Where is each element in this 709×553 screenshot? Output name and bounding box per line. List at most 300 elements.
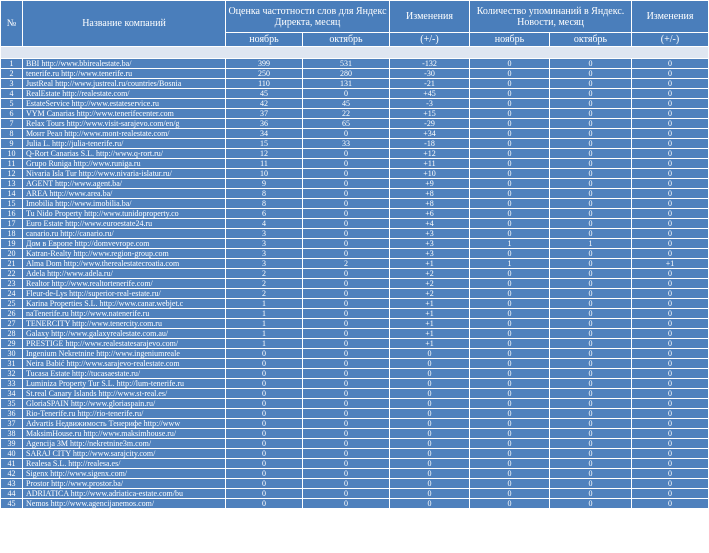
header-plusminus-news: (+/-): [632, 33, 709, 47]
cell-number: 6: [1, 109, 23, 119]
cell-number: 8: [1, 129, 23, 139]
table-row: [1, 349, 709, 359]
cell-direct-november: 0: [226, 479, 303, 489]
cell-direct-change: +3: [390, 239, 470, 249]
cell-number: 12: [1, 169, 23, 179]
cell-news-october: 0: [550, 439, 632, 449]
cell-news-october: 0: [550, 269, 632, 279]
cell-company: Rio-Tenerife.ru http://rio-tenerife.ru/: [23, 409, 226, 419]
table-row: [1, 79, 709, 89]
cell-number: 33: [1, 379, 23, 389]
cell-direct-november: 0: [226, 399, 303, 409]
cell-direct-change: +45: [390, 89, 470, 99]
cell-news-change: 0: [632, 199, 709, 209]
cell-company: AGENT http://www.agent.ba/: [23, 179, 226, 189]
cell-news-november: 0: [470, 499, 550, 509]
table-row: [1, 379, 709, 389]
header-number: №: [1, 1, 23, 47]
cell-news-october: 0: [550, 459, 632, 469]
cell-news-november: 0: [470, 349, 550, 359]
cell-direct-change: 0: [390, 349, 470, 359]
cell-company: GloriaSPAIN http://www.gloriaspain.ru/: [23, 399, 226, 409]
cell-company: Q-Rort Canarias S.L. http://www.q-rort.ru/: [23, 149, 226, 159]
cell-news-november: 0: [470, 139, 550, 149]
cell-news-change: 0: [632, 109, 709, 119]
cell-number: 18: [1, 229, 23, 239]
table-row: [1, 119, 709, 129]
cell-number: 34: [1, 389, 23, 399]
cell-news-october: 0: [550, 319, 632, 329]
cell-direct-november: 2: [226, 279, 303, 289]
cell-direct-october: 0: [303, 449, 390, 459]
cell-company: Luminiza Property Tur S.L. http://lum-tenerife.ru: [23, 379, 226, 389]
cell-number: 22: [1, 269, 23, 279]
cell-number: 37: [1, 419, 23, 429]
cell-news-november: 0: [470, 449, 550, 459]
cell-news-change: 0: [632, 459, 709, 469]
cell-direct-change: +2: [390, 289, 470, 299]
cell-company: TENERCITY http://www.tenercity.com.ru: [23, 319, 226, 329]
cell-direct-november: 36: [226, 119, 303, 129]
cell-news-change: 0: [632, 289, 709, 299]
cell-number: 31: [1, 359, 23, 369]
cell-news-change: 0: [632, 399, 709, 409]
cell-news-november: 0: [470, 199, 550, 209]
cell-number: 26: [1, 309, 23, 319]
cell-number: 23: [1, 279, 23, 289]
cell-direct-change: -18: [390, 139, 470, 149]
cell-direct-november: 1: [226, 329, 303, 339]
table-row: [1, 499, 709, 509]
cell-direct-change: +1: [390, 309, 470, 319]
header-yandex-news: Количество упоминаний в Яндекс. Новости, месяц: [470, 1, 632, 33]
cell-news-change: 0: [632, 489, 709, 499]
cell-number: 10: [1, 149, 23, 159]
table-row: [1, 359, 709, 369]
cell-news-october: 0: [550, 259, 632, 269]
cell-direct-november: 1: [226, 319, 303, 329]
cell-direct-change: 0: [390, 399, 470, 409]
cell-number: 1: [1, 59, 23, 69]
cell-direct-change: 0: [390, 469, 470, 479]
cell-direct-november: 3: [226, 229, 303, 239]
cell-news-change: 0: [632, 349, 709, 359]
cell-direct-october: 531: [303, 59, 390, 69]
cell-direct-change: -30: [390, 69, 470, 79]
cell-news-change: 0: [632, 229, 709, 239]
cell-news-november: 0: [470, 229, 550, 239]
cell-direct-november: 2: [226, 269, 303, 279]
cell-company: tenerife.ru http://www.tenerife.ru: [23, 69, 226, 79]
table-row: [1, 239, 709, 249]
cell-news-october: 0: [550, 169, 632, 179]
cell-company: Adela http://www.adela.ru/: [23, 269, 226, 279]
cell-company: Karina Properties S.L. http://www.canar.webjet.c: [23, 299, 226, 309]
cell-direct-change: 0: [390, 419, 470, 429]
cell-direct-change: +11: [390, 159, 470, 169]
cell-company: Fleur-de-Lys http://superior-real-estate.ru/: [23, 289, 226, 299]
cell-news-change: 0: [632, 79, 709, 89]
table-row: [1, 309, 709, 319]
table-row: [1, 259, 709, 269]
cell-number: 14: [1, 189, 23, 199]
cell-news-october: 0: [550, 369, 632, 379]
cell-company: JustReal http://www.justreal.ru/countries/Bosnia: [23, 79, 226, 89]
cell-news-october: 0: [550, 159, 632, 169]
cell-news-october: 0: [550, 69, 632, 79]
cell-number: 43: [1, 479, 23, 489]
table-row: [1, 369, 709, 379]
cell-number: 45: [1, 499, 23, 509]
cell-number: 7: [1, 119, 23, 129]
cell-news-change: 0: [632, 309, 709, 319]
cell-news-november: 0: [470, 419, 550, 429]
cell-direct-november: 399: [226, 59, 303, 69]
cell-direct-november: 4: [226, 219, 303, 229]
cell-news-october: 0: [550, 489, 632, 499]
cell-direct-change: +1: [390, 259, 470, 269]
cell-direct-october: 0: [303, 279, 390, 289]
cell-direct-change: +1: [390, 299, 470, 309]
cell-direct-october: 0: [303, 129, 390, 139]
cell-news-november: 0: [470, 309, 550, 319]
cell-company: ADRIATICA http://www.adriatica-estate.com/bu: [23, 489, 226, 499]
cell-news-november: 0: [470, 389, 550, 399]
cell-direct-october: 22: [303, 109, 390, 119]
cell-direct-change: +15: [390, 109, 470, 119]
cell-direct-october: 0: [303, 169, 390, 179]
header-october-news: октябрь: [550, 33, 632, 47]
cell-number: 20: [1, 249, 23, 259]
cell-direct-november: 1: [226, 299, 303, 309]
cell-direct-november: 15: [226, 139, 303, 149]
cell-direct-october: 0: [303, 399, 390, 409]
table-row: [1, 489, 709, 499]
cell-number: 41: [1, 459, 23, 469]
cell-company: PRESTIGE http://www.realestatesarajevo.com/: [23, 339, 226, 349]
cell-direct-october: 2: [303, 259, 390, 269]
cell-direct-october: 0: [303, 319, 390, 329]
cell-number: 25: [1, 299, 23, 309]
cell-direct-change: 0: [390, 429, 470, 439]
cell-direct-november: 0: [226, 409, 303, 419]
cell-news-november: 0: [470, 119, 550, 129]
cell-number: 30: [1, 349, 23, 359]
cell-news-change: 0: [632, 209, 709, 219]
cell-direct-change: +6: [390, 209, 470, 219]
cell-direct-change: +8: [390, 189, 470, 199]
cell-company: EstateService http://www.estateservice.ru: [23, 99, 226, 109]
cell-direct-october: 0: [303, 409, 390, 419]
header-yandex-direct: Оценка частотности слов для Яндекс Директа, месяц: [226, 1, 390, 33]
cell-news-change: 0: [632, 429, 709, 439]
cell-direct-change: 0: [390, 409, 470, 419]
cell-number: 29: [1, 339, 23, 349]
table-row: [1, 149, 709, 159]
cell-company: Julia L. http://julia-tenerife.ru/: [23, 139, 226, 149]
cell-news-november: 0: [470, 329, 550, 339]
cell-news-october: 0: [550, 199, 632, 209]
cell-number: 24: [1, 289, 23, 299]
cell-direct-november: 34: [226, 129, 303, 139]
cell-news-change: 0: [632, 469, 709, 479]
cell-direct-change: +1: [390, 329, 470, 339]
cell-number: 16: [1, 209, 23, 219]
cell-number: 11: [1, 159, 23, 169]
spacer-row: [1, 47, 709, 59]
cell-direct-october: 0: [303, 479, 390, 489]
cell-direct-change: -3: [390, 99, 470, 109]
cell-direct-october: 0: [303, 489, 390, 499]
table-row: [1, 199, 709, 209]
cell-news-november: 0: [470, 129, 550, 139]
cell-number: 5: [1, 99, 23, 109]
cell-direct-october: 45: [303, 99, 390, 109]
cell-news-change: 0: [632, 59, 709, 69]
cell-news-october: 0: [550, 359, 632, 369]
cell-company: Prostor http://www.prostor.ba/: [23, 479, 226, 489]
cell-news-october: 0: [550, 469, 632, 479]
cell-news-october: 0: [550, 189, 632, 199]
cell-news-october: 0: [550, 419, 632, 429]
cell-news-change: 0: [632, 359, 709, 369]
cell-direct-october: 0: [303, 149, 390, 159]
table-row: [1, 439, 709, 449]
cell-news-november: 0: [470, 69, 550, 79]
cell-direct-change: +3: [390, 249, 470, 259]
cell-direct-november: 1: [226, 339, 303, 349]
table-row: [1, 339, 709, 349]
cell-company: Realtor http://www.realtortenerife.com/: [23, 279, 226, 289]
cell-direct-change: +9: [390, 179, 470, 189]
cell-direct-change: +1: [390, 339, 470, 349]
table-row: [1, 209, 709, 219]
header-plusminus: (+/-): [390, 33, 470, 47]
table-row: [1, 319, 709, 329]
table-row: [1, 449, 709, 459]
cell-company: Katran-Realty http://www.region-group.com: [23, 249, 226, 259]
cell-company: RealEstate http://realestate.com/: [23, 89, 226, 99]
cell-news-november: 0: [470, 489, 550, 499]
cell-company: BBI http://www.bbirealestate.ba/: [23, 59, 226, 69]
cell-company: Grupo Runiga http://www.runiga.ru: [23, 159, 226, 169]
cell-news-november: 0: [470, 159, 550, 169]
cell-news-october: 0: [550, 309, 632, 319]
cell-company: Nemos http://www.agencijanemos.com/: [23, 499, 226, 509]
cell-news-change: 0: [632, 279, 709, 289]
cell-direct-october: 0: [303, 389, 390, 399]
cell-direct-october: 0: [303, 249, 390, 259]
cell-direct-change: +12: [390, 149, 470, 159]
cell-news-october: 0: [550, 329, 632, 339]
cell-company: Sigenx http://www.sigenx.com/: [23, 469, 226, 479]
cell-company: Alma Dom http://www.therealestatecroatia.com: [23, 259, 226, 269]
cell-direct-change: -29: [390, 119, 470, 129]
cell-direct-november: 0: [226, 459, 303, 469]
cell-news-november: 0: [470, 359, 550, 369]
cell-news-october: 0: [550, 379, 632, 389]
cell-direct-october: 0: [303, 199, 390, 209]
cell-news-november: 0: [470, 89, 550, 99]
cell-direct-november: 0: [226, 389, 303, 399]
cell-news-change: 0: [632, 369, 709, 379]
cell-direct-change: +10: [390, 169, 470, 179]
cell-direct-october: 0: [303, 339, 390, 349]
table-row: [1, 429, 709, 439]
cell-news-november: 0: [470, 459, 550, 469]
cell-number: 2: [1, 69, 23, 79]
cell-news-november: 0: [470, 299, 550, 309]
cell-news-november: 0: [470, 439, 550, 449]
cell-company: Agencija 3M http://nekretnine3m.com/: [23, 439, 226, 449]
table-row: [1, 419, 709, 429]
cell-number: 32: [1, 369, 23, 379]
cell-direct-october: 0: [303, 229, 390, 239]
cell-news-november: 0: [470, 59, 550, 69]
table-row: [1, 99, 709, 109]
cell-direct-change: 0: [390, 389, 470, 399]
cell-news-november: 0: [470, 289, 550, 299]
table-row: [1, 289, 709, 299]
header-october: октябрь: [303, 33, 390, 47]
cell-number: 9: [1, 139, 23, 149]
cell-news-change: 0: [632, 219, 709, 229]
cell-news-october: 0: [550, 89, 632, 99]
cell-direct-october: 0: [303, 329, 390, 339]
table-row: [1, 269, 709, 279]
cell-news-october: 0: [550, 299, 632, 309]
cell-direct-october: 0: [303, 419, 390, 429]
cell-news-november: 0: [470, 399, 550, 409]
cell-news-october: 0: [550, 339, 632, 349]
table-row: [1, 219, 709, 229]
table-row: [1, 459, 709, 469]
cell-news-october: 0: [550, 129, 632, 139]
cell-news-october: 0: [550, 109, 632, 119]
cell-direct-change: 0: [390, 499, 470, 509]
cell-news-october: 0: [550, 389, 632, 399]
cell-news-november: 0: [470, 79, 550, 89]
cell-direct-november: 0: [226, 489, 303, 499]
cell-news-november: 0: [470, 249, 550, 259]
cell-direct-change: 0: [390, 459, 470, 469]
cell-company: Realesa S.L. http://realesa.es/: [23, 459, 226, 469]
cell-direct-change: +34: [390, 129, 470, 139]
table-row: [1, 89, 709, 99]
cell-number: 19: [1, 239, 23, 249]
cell-news-october: 0: [550, 399, 632, 409]
cell-news-november: 0: [470, 469, 550, 479]
cell-direct-november: 0: [226, 439, 303, 449]
cell-company: Neira Babić http://www.sarajevo-realestate.com: [23, 359, 226, 369]
cell-news-october: 0: [550, 349, 632, 359]
cell-news-change: 0: [632, 319, 709, 329]
cell-direct-change: 0: [390, 489, 470, 499]
table-row: [1, 479, 709, 489]
cell-direct-october: 33: [303, 139, 390, 149]
cell-news-change: 0: [632, 69, 709, 79]
cell-company: Galaxy http://www.galaxyrealestate.com.au/: [23, 329, 226, 339]
table-row: [1, 159, 709, 169]
cell-direct-october: 280: [303, 69, 390, 79]
cell-news-change: 0: [632, 119, 709, 129]
cell-direct-november: 0: [226, 349, 303, 359]
cell-direct-october: 65: [303, 119, 390, 129]
cell-number: 27: [1, 319, 23, 329]
cell-direct-change: +2: [390, 269, 470, 279]
table-row: [1, 179, 709, 189]
cell-news-change: 0: [632, 329, 709, 339]
cell-company: AREA http://www.area.ba/: [23, 189, 226, 199]
cell-news-november: 0: [470, 179, 550, 189]
cell-news-november: 0: [470, 219, 550, 229]
cell-direct-october: 0: [303, 189, 390, 199]
table-row: [1, 69, 709, 79]
cell-company: St.real Canary Islands http://www.st-real.es/: [23, 389, 226, 399]
cell-direct-october: 0: [303, 89, 390, 99]
cell-company: Euro Estate http://www.euroestate24.ru: [23, 219, 226, 229]
cell-direct-november: 0: [226, 419, 303, 429]
cell-direct-october: 0: [303, 219, 390, 229]
table-row: [1, 249, 709, 259]
cell-company: canario.ru http://canario.ru/: [23, 229, 226, 239]
cell-direct-change: +8: [390, 199, 470, 209]
cell-direct-october: 0: [303, 209, 390, 219]
cell-direct-november: 0: [226, 499, 303, 509]
table-row: [1, 399, 709, 409]
cell-direct-change: 0: [390, 439, 470, 449]
cell-company: Advartis Недвижимость Тенерифе http://www: [23, 419, 226, 429]
cell-direct-november: 10: [226, 169, 303, 179]
cell-number: 44: [1, 489, 23, 499]
cell-direct-november: 6: [226, 209, 303, 219]
cell-direct-november: 1: [226, 309, 303, 319]
cell-news-change: 0: [632, 499, 709, 509]
cell-news-november: 0: [470, 149, 550, 159]
cell-company: Монт Реал http://www.mont-realestate.com/: [23, 129, 226, 139]
cell-direct-november: 45: [226, 89, 303, 99]
cell-direct-change: 0: [390, 369, 470, 379]
cell-news-change: 0: [632, 339, 709, 349]
cell-news-november: 0: [470, 339, 550, 349]
cell-number: 3: [1, 79, 23, 89]
cell-company: naTenerife.ru http://www.natenerife.ru: [23, 309, 226, 319]
cell-direct-november: 3: [226, 259, 303, 269]
cell-news-change: 0: [632, 439, 709, 449]
cell-direct-november: 0: [226, 449, 303, 459]
cell-direct-november: 37: [226, 109, 303, 119]
cell-news-change: 0: [632, 419, 709, 429]
cell-number: 35: [1, 399, 23, 409]
cell-news-change: 0: [632, 239, 709, 249]
cell-number: 4: [1, 89, 23, 99]
cell-number: 28: [1, 329, 23, 339]
cell-news-change: 0: [632, 269, 709, 279]
cell-company: Ingenium Nekretnine http://www.ingeniumreale: [23, 349, 226, 359]
cell-news-october: 0: [550, 409, 632, 419]
cell-direct-october: 0: [303, 439, 390, 449]
cell-direct-october: 0: [303, 159, 390, 169]
cell-direct-november: 11: [226, 159, 303, 169]
cell-direct-october: 0: [303, 429, 390, 439]
cell-direct-october: 0: [303, 469, 390, 479]
cell-news-november: 0: [470, 369, 550, 379]
cell-company: Tu Nido Property http://www.tunidoproperty.co: [23, 209, 226, 219]
cell-news-october: 0: [550, 179, 632, 189]
cell-news-change: 0: [632, 449, 709, 459]
cell-news-november: 0: [470, 429, 550, 439]
cell-news-november: 0: [470, 169, 550, 179]
